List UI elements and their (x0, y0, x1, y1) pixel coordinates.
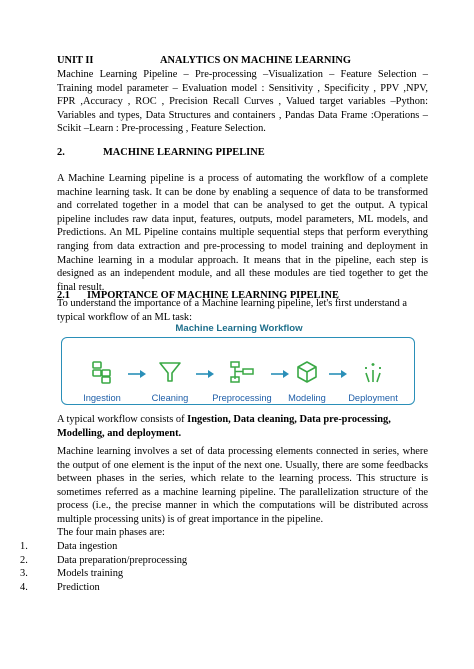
pipeline-paragraph: Machine learning involves a set of data processing elements connected in series, where the output of one element is the input of the next one. Usually, there are some feedbacks between phases in the series, which relate to the learning process. This structure is sometimes referred as a machine learning pipeline. The parallelization structure of the process (i.e., the precise manner in which the computations will be distributed across multiple processing units) is of great importance in the pipeline. (57, 446, 428, 525)
stage-label: Preprocessing (212, 393, 272, 403)
flowchart-icon (210, 360, 274, 384)
section-title: MACHINE LEARNING PIPELINE (103, 147, 265, 158)
stage-ingestion (70, 360, 134, 406)
list-item: 1. Data ingestion (20, 541, 118, 552)
section-2-heading (57, 146, 428, 160)
section-number: 2. (57, 147, 65, 158)
stage-modeling (275, 360, 339, 406)
section-number: 2.1 (57, 290, 70, 301)
stage-deployment (341, 360, 405, 406)
workflow-box (61, 337, 415, 405)
stage-cleaning (138, 360, 202, 406)
typical-bold: Ingestion, Data cleaning, Data pre-processing, Modelling, and deployment. (57, 414, 391, 439)
workflow-title: Machine Learning Workflow (175, 323, 303, 334)
stage-preprocessing (210, 360, 274, 406)
section-2-body: A Machine Learning pipeline is a process of automating the workflow of a complete machine learning task. It can be done by enabling a sequence of data to be transformed and correlated together in a model that can be analysed to get the output. A typical pipeline includes raw data input, features, outputs, model parameters, ML models, and Predictions. An ML Pipeline contains multiple sequential steps that perform everything ranging from data extraction and pre-processing to model training and deployment in Machine learning in a modular approach. It means that in the pipeline, each step is designed as an independent module, and all these modules are tied together to get the final result. (57, 173, 428, 293)
funnel-icon (138, 360, 202, 384)
typical-prefix: A typical workflow consists of (57, 414, 188, 425)
stage-label: Modeling (288, 393, 326, 403)
data-blocks-icon (70, 360, 134, 384)
stage-label: Cleaning (151, 393, 189, 403)
rocket-launch-icon (341, 360, 405, 384)
stage-label: Ingestion (83, 393, 121, 403)
unit-title: ANALYTICS ON MACHINE LEARNING (160, 55, 352, 66)
syllabus-paragraph: Machine Learning Pipeline – Pre-processing –Visualization – Feature Selection – Training model parameter – Evaluation model : Sensitivity , Specificity , PPV ,NPV, FPR ,Accuracy , ROC , Precision Recall Curves , Valued target variables –Python: Variables and types, Data Structures and containers , Pandas Data Frame :Operations – Scikit –Learn : Pre-processing , Feature Selection. (57, 69, 428, 135)
phases-intro: The four main phases are: (57, 527, 165, 538)
phases-list (20, 540, 320, 594)
stage-label: Deployment (348, 393, 398, 403)
list-item: 3. Models training (20, 568, 124, 580)
list-item: 2. Data preparation/preprocessing (20, 554, 188, 566)
section-2-1-intro: To understand the importance of a Machine learning pipeline, let's first understand a typical workflow of an ML task: (57, 298, 407, 323)
section-title: IMPORTANCE OF MACHINE LEARNING PIPELINE (87, 290, 339, 301)
typical-workflow-paragraph (57, 413, 428, 440)
list-item: 4. Prediction (20, 581, 100, 593)
ml-workflow-figure (61, 322, 417, 407)
unit-label: UNIT II (57, 55, 94, 66)
